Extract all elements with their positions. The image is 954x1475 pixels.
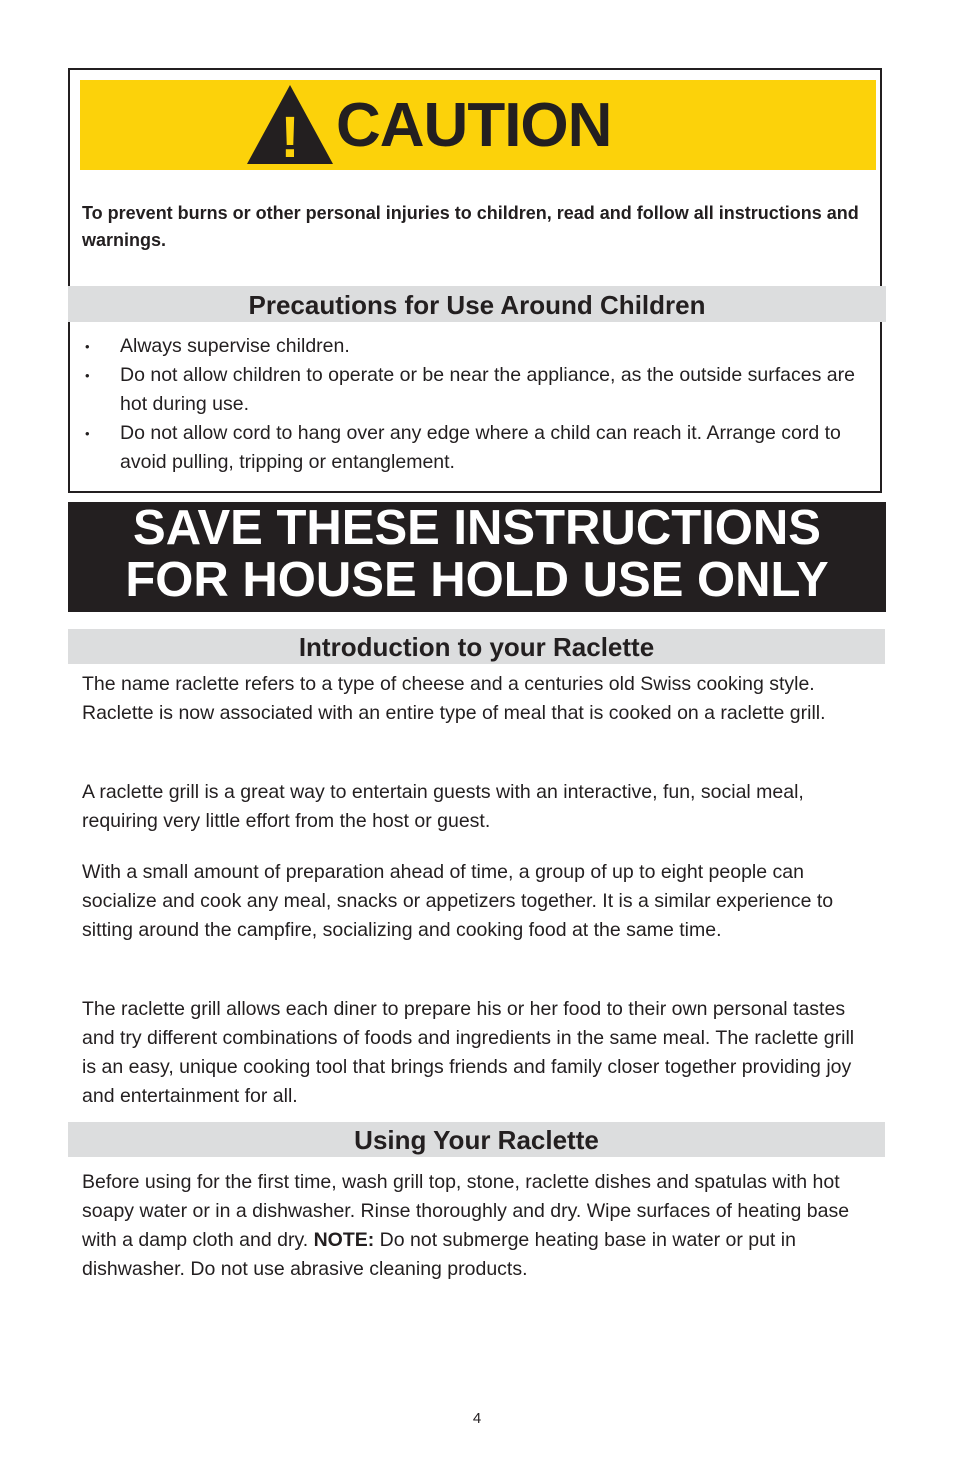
precautions-list	[82, 332, 872, 477]
using-text: Before using for the first time, wash grill top, stone, raclette dishes and spatulas with hot soapy water or in a dishwasher. Rinse thoroughly and dry. Wipe surfaces of heating base with a damp cloth and dry.	[82, 1171, 850, 1251]
save-instructions-banner	[68, 502, 886, 612]
caution-box	[68, 68, 882, 493]
caution-title: CAUTION	[336, 91, 612, 160]
list-item	[82, 361, 872, 419]
using-paragraph	[82, 1168, 872, 1284]
introduction-heading: Introduction to your Raclette	[68, 629, 885, 664]
note-label: NOTE:	[313, 1229, 375, 1251]
using-heading: Using Your Raclette	[68, 1122, 885, 1157]
precautions-heading: Precautions for Use Around Children	[68, 286, 886, 322]
introduction-paragraph: The name raclette refers to a type of cheese and a centuries old Swiss cooking style. Raclette is now associated with an entire type of meal that is cooked on a raclette grill.	[82, 673, 826, 724]
introduction-paragraph: The raclette grill allows each diner to prepare his or her food to their own personal tastes and try different combinations of foods and ingredients in the same meal. The raclette grill is an easy, unique cooking tool that brings friends and family closer together providing joy and entertainment for all.	[82, 998, 855, 1107]
page-number: 4	[472, 1410, 482, 1427]
list-item	[82, 419, 872, 477]
list-item-text: Do not allow children to operate or be near the appliance, as the outside surfaces are hot during use.	[120, 364, 855, 415]
warning-exclamation-mark: !	[280, 105, 300, 166]
caution-banner	[80, 80, 876, 170]
bullet-icon: •	[85, 426, 90, 441]
introduction-paragraph: With a small amount of preparation ahead of time, a group of up to eight people can socialize and cook any meal, snacks or appetizers together. It is a similar experience to sitting around the campfire, socializing and cooking food at the same time.	[82, 861, 834, 941]
bullet-icon: •	[85, 339, 90, 354]
warning-text: To prevent burns or other personal injuries to children, read and follow all instructions and warnings.	[82, 203, 859, 250]
list-item-text: Do not allow cord to hang over any edge where a child can reach it. Arrange cord to avoid pulling, tripping or entanglement.	[120, 422, 841, 473]
list-item-text: Always supervise children.	[120, 335, 350, 357]
bullet-icon: •	[85, 368, 90, 383]
list-item	[82, 332, 872, 361]
note-text: Do not submerge heating base in water or put in dishwasher. Do not use abrasive cleaning products.	[82, 1229, 796, 1280]
warning-triangle-icon	[245, 83, 335, 166]
household-use-line: FOR HOUSE HOLD USE ONLY	[125, 553, 829, 607]
introduction-paragraph: A raclette grill is a great way to entertain guests with an interactive, fun, social meal, requiring very little effort from the host or guest.	[82, 781, 804, 832]
save-instructions-line: SAVE THESE INSTRUCTIONS	[133, 501, 821, 555]
